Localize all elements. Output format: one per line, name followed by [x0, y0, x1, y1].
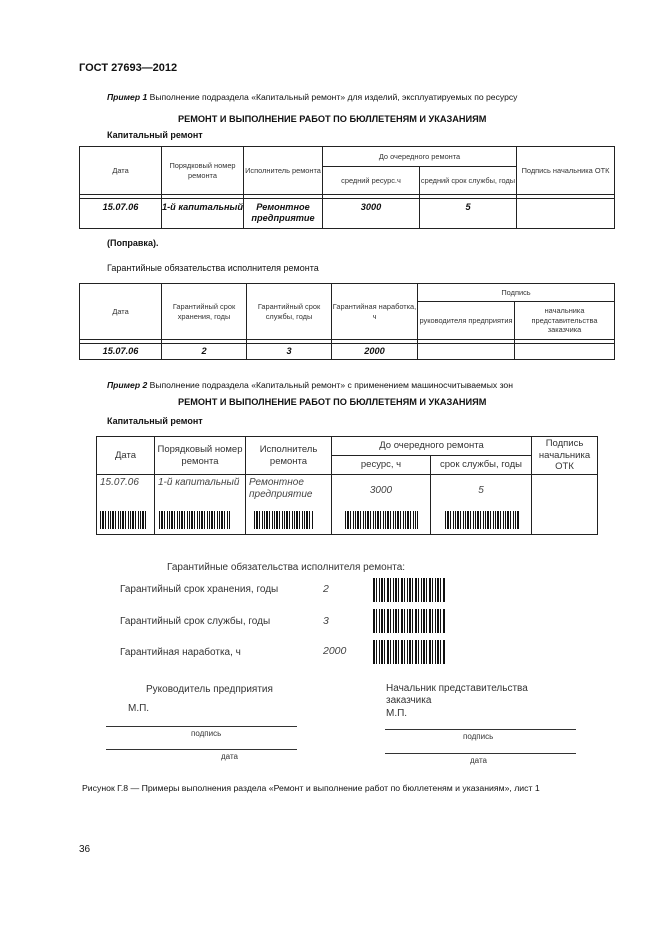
example1-title: РЕМОНТ И ВЫПОЛНЕНИЕ РАБОТ ПО БЮЛЛЕТЕНЯМ И УКАЗАНИЯМ	[178, 114, 487, 124]
example1-repair-table	[79, 146, 615, 229]
example1-warranty-title: Гарантийные обязательства исполнителя ремонта	[107, 263, 319, 273]
correction-note: (Поправка).	[107, 238, 159, 248]
barcode-repair-number	[159, 511, 230, 529]
signature-right-date-caption: дата	[470, 756, 487, 765]
example2-intro	[107, 380, 513, 390]
header-storage-term: Гарантийный срок хранения, годы	[162, 284, 247, 340]
header-customer-chief: начальника представительства заказчика	[515, 302, 615, 340]
barcode-date	[100, 511, 148, 529]
cell-service-term: 5	[431, 475, 532, 535]
header-repair-number: Порядковый номер ремонта	[155, 437, 246, 475]
cell-storage-term: 2	[162, 344, 247, 360]
example1-subtitle: Капитальный ремонт	[107, 130, 203, 140]
signature-right-title: Начальник представительства заказчика	[386, 683, 528, 706]
header-signature-otk: Подпись начальника ОТК	[517, 147, 615, 195]
header-service-term: срок службы, годы	[431, 456, 532, 475]
warranty-service-label: Гарантийный срок службы, годы	[120, 616, 271, 627]
warranty-service-value: 3	[323, 615, 329, 627]
header-until-next-repair: До очередного ремонта	[332, 437, 532, 456]
header-service-term: Гарантийный срок службы, годы	[247, 284, 332, 340]
cell-customer-chief-signature	[515, 344, 615, 360]
header-operating-hours: Гарантийная наработка, ч	[332, 284, 418, 340]
cell-enterprise-head-signature	[418, 344, 515, 360]
page-number: 36	[79, 844, 91, 855]
header-service-term: средний срок службы, годы	[420, 167, 517, 195]
signature-left-stamp: М.П.	[128, 703, 150, 714]
signature-left-date-line	[106, 749, 297, 750]
header-date: Дата	[80, 284, 162, 340]
cell-executor: Ремонтное предприятие	[244, 199, 323, 229]
signature-right-sign-line	[385, 729, 576, 730]
signature-right-stamp: М.П.	[386, 708, 408, 719]
document-standard: ГОСТ 27693—2012	[79, 62, 178, 74]
example1-text: Выполнение подраздела «Капитальный ремонт» для изделий, эксплуатируемых по ресурсу	[147, 92, 518, 102]
warranty-hours-label: Гарантийная наработка, ч	[120, 647, 241, 658]
cell-signature-otk	[517, 199, 615, 229]
example1-warranty-table	[79, 283, 615, 360]
header-date: Дата	[97, 437, 155, 475]
example2-label: Пример 2	[107, 380, 148, 390]
cell-resource: 3000	[323, 199, 420, 229]
barcode-warranty-service	[373, 609, 445, 633]
header-signature-otk: Подпись начальника ОТК	[532, 437, 598, 475]
barcode-warranty-storage	[373, 578, 445, 602]
cell-date: 15.07.06	[80, 344, 162, 360]
cell-date: 15.07.06	[97, 475, 155, 535]
barcode-executor	[254, 511, 314, 529]
header-executor: Исполнитель ремонта	[244, 147, 323, 195]
cell-operating-hours: 2000	[332, 344, 418, 360]
header-until-next-repair: До очередного ремонта	[323, 147, 517, 167]
example2-subtitle: Капитальный ремонт	[107, 416, 203, 426]
header-signature: Подпись	[418, 284, 615, 302]
header-repair-number: Порядковый номер ремонта	[162, 147, 244, 195]
warranty-storage-value: 2	[323, 583, 329, 595]
warranty-storage-label: Гарантийный срок хранения, годы	[120, 584, 279, 595]
cell-date: 15.07.06	[80, 199, 162, 229]
signature-right-sign-caption: подпись	[463, 732, 494, 741]
example2-warranty-title: Гарантийные обязательства исполнителя ремонта:	[167, 562, 406, 573]
header-resource: средний ресурс.ч	[323, 167, 420, 195]
example1-label: Пример 1	[107, 92, 148, 102]
example2-text: Выполнение подраздела «Капитальный ремонт» с применением машиносчитываемых зон	[147, 380, 513, 390]
signature-left-date-caption: дата	[221, 752, 238, 761]
cell-executor: Ремонтное предприятие	[246, 475, 332, 535]
signature-left-sign-caption: подпись	[191, 729, 222, 738]
cell-service-term: 5	[420, 199, 517, 229]
cell-repair-number: 1-й капитальный	[162, 199, 244, 229]
cell-repair-number: 1-й капитальный	[155, 475, 246, 535]
example1-intro	[107, 92, 517, 102]
header-enterprise-head: руководителя предприятия	[418, 302, 515, 340]
header-resource: ресурс, ч	[332, 456, 431, 475]
barcode-warranty-hours	[373, 640, 445, 664]
example2-title: РЕМОНТ И ВЫПОЛНЕНИЕ РАБОТ ПО БЮЛЛЕТЕНЯМ И УКАЗАНИЯМ	[178, 397, 487, 407]
cell-signature-otk	[532, 475, 598, 535]
warranty-hours-value: 2000	[323, 645, 347, 657]
signature-left-title: Руководитель предприятия	[146, 684, 273, 695]
cell-resource: 3000	[332, 475, 431, 535]
signature-right-date-line	[385, 753, 576, 754]
header-executor: Исполнитель ремонта	[246, 437, 332, 475]
barcode-resource	[345, 511, 418, 529]
header-date: Дата	[80, 147, 162, 195]
figure-caption: Рисунок Г.8 — Примеры выполнения раздела «Ремонт и выполнение работ по бюллетеням и указаниям», лист 1	[82, 783, 540, 793]
signature-left-sign-line	[106, 726, 297, 727]
cell-service-term: 3	[247, 344, 332, 360]
barcode-service-term	[445, 511, 520, 529]
